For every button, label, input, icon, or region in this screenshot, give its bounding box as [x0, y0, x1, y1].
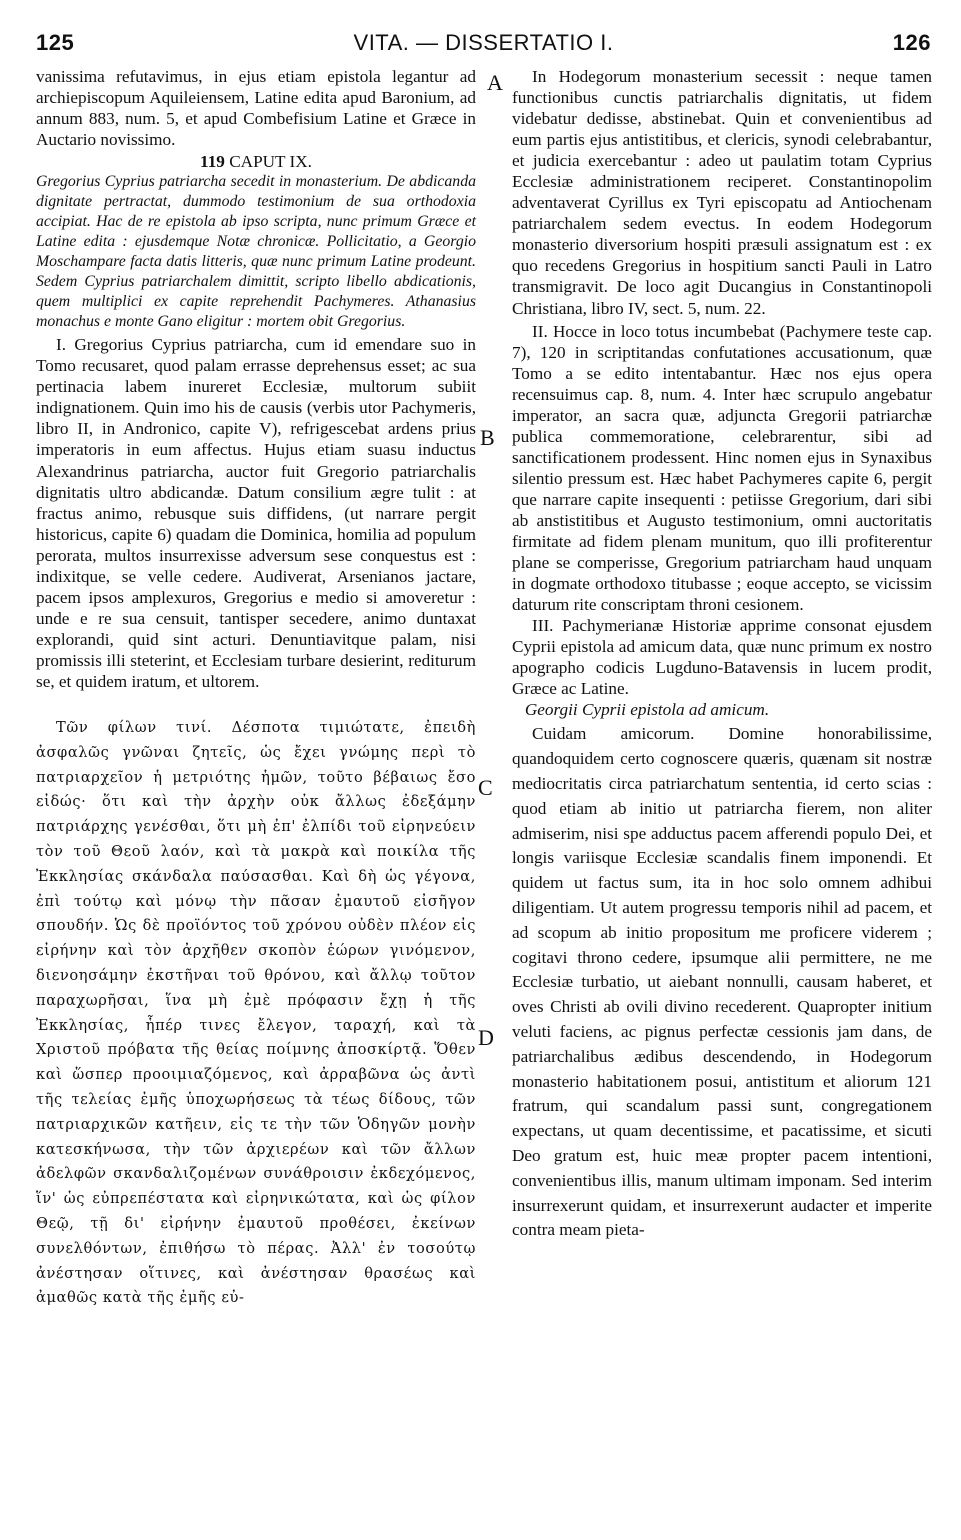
- left-opening-paragraph: vanissima refutavimus, in ejus etiam epistola legantur ad archiepiscopum Aquileiensem, Latine edita apud Baronium, ad annum 883, num. 5, et apud Combefisium Latine et Græce in Auctario novissimo.: [36, 67, 476, 150]
- running-header: [36, 30, 931, 64]
- latin-letter-text: Cuidam amicorum. Domine honorabilissime, quandoquidem certo cognoscere quæris, quænam sit nostræ mediocritatis circa patriarchatum sententia, id certo scias : quod etiam ab initio ut patriarcha fierem, non aliter admiserim, nisi spe adductus pacem afferendi populo Dei, et longis variisque Ecclesiæ scandalis finem imponendi. Et quidem ut factus sum, ita in hoc solo omnem adhibui diligentiam. Ut autem progressu temporis nihil ad pacem, et ad scopum ab initio propositum me proficere viderem ; cogitavi throno cedere, ipsumque alii permittere, ne me Ecclesiæ turbatio, ut aiebant nonnulli, causam haberet, et oves Christi ab ovili divino recederent. Quapropter initium veluti faciens, ac pignus perfectæ cessionis jam dans, de patriarchalibus ædibus descendendo, in Hodegorum monasterio habitationem posui, antistitum et aliorum 121 fratrum, qui scandalum passi sunt, congregationem expectans, ut quam decentissime, et pacatissime, et sicuti Deo gratum est, huic meæ propter pacem intentioni, convenientibus illis, manum ultimam imponam. Sed interim insurrexerunt quidam, et insurrexerunt audacter et imperite contra meam pieta-: [512, 724, 932, 1240]
- right-column: [512, 66, 932, 1243]
- chapter-heading: [36, 151, 476, 172]
- margin-number-119: 119: [200, 152, 225, 172]
- margin-letter-d: D: [478, 1025, 494, 1050]
- right-opening-paragraph: In Hodegorum monasterium secessit : neque tamen functionibus cunctis patriarchalis dignitatis, ut fidem videbatur dedisse, abstinebat. Quin et convenientibus ad eum partis ejus antistitibus, et clericis, synodi celebrabantur, et judicia exercebantur : adeo ut paulatim totam Cyprius Ecclesiæ administrationem reciperet. Constantinopolim adventaverat Cyrillus ex Tyri episcopatu ad Antiochenam patriarchalem sedem evectus. In eodem Hodegorum monasterio diversorium hospiti præsuli assignatum est : ex quo recedens Gregorius in hospitium sancti Pauli in Latro transmigravit. De loco agit Ducangius in Constantinopoli Christiana, libro IV, sect. 5, num. 22.: [512, 67, 932, 318]
- margin-letter-b: B: [480, 425, 495, 450]
- section-three-paragraph: III. Pachymerianæ Historiæ apprime consonat ejusdem Cyprii epistola ad amicum data, quæ nunc primum ex nostro apographo codicis Lugduno-Batavensis in lucem prodit, Græce ac Latine.: [512, 616, 932, 699]
- letter-caption: Georgii Cyprii epistola ad amicum.: [524, 700, 770, 720]
- section-two-paragraph: II. Hocce in loco totus incumbebat (Pachymere teste cap. 7), 120 in scriptitandas confutationes accusationum, quæ Tomo a se edito intentabantur. Hæc nos ejus opera recensuimus cap. 8, num. 4. Inter hæc scrupulo angebatur imperator, an sacra quæ, adjuncta Gregorii patriarchæ publica commemoratione, celebrarentur, sibi ad sanctificationem prodessent. Hinc nomen ejus in Synaxibus silentio pressum est. Hæc habet Pachymeres capite 6, pergit que narrare capite insequenti : petiisse Gregorium, dari sibi ab anstistitibus et Augusto testimonium, omni auctoritatis firmitate ad fidem plenam munitum, quo illi profiterentur plane se comperisse, Gregorium patriarcham haud unquam in dogmate orthodoxo titubasse ; eoque accepto, se vicissim daturum rite conscriptam throni cesionem.: [512, 321, 932, 615]
- greek-letter-text: Τῶν φίλων τινί. Δέσποτα τιμιώτατε, ἐπειδὴ ἀσφαλῶς γνῶναι ζητεῖς, ὡς ἔχει γνώμης περὶ τὸ πατριαρχεῖον ἡ μετριότης ἡμῶν, τοῦτο βέβαιως ἔσο εἰδώς· ὅτι καὶ τὴν ἀρχὴν οὐκ ἄλλως ἐδεξάμην πατριάρχης γενέσθαι, ὅτι μὴ ἐπ' ἐλπίδι τοῦ εἰρηνεύειν τὸν τοῦ Θεοῦ λαόν, καὶ τὰ μακρὰ καὶ ποικίλα τῆς Ἐκκλησίας σκάνδαλα παύσασθαι. Καὶ δὴ ὡς γέγονα, ἐπὶ τούτῳ καὶ μόνῳ τὴν πᾶσαν ἐμαυτοῦ εἰσῆγον σπουδήν. Ὡς δὲ προϊόντος τοῦ χρόνου οὐδὲν πλέον εἰς εἰρήνην καὶ τὸν ἀρχῆθεν σκοπὸν ἑώρων γινόμενον, διενοησάμην ἐκστῆναι τοῦ θρόνου, καὶ ἄλλῳ τοῦτον παραχωρῆσαι, ἵνα μὴ ἐμὲ πρόφασιν ἔχῃ ἡ τῆς Ἐκκλησίας, ἧπέρ τινες ἔλεγον, ταραχή, καὶ τὰ Χριστοῦ πρόβατα τῆς θείας ποίμνης ἀποσκίρτᾷ. Ὅθεν καὶ ὥσπερ προοιμιαζόμενος, καὶ ἀρραβῶνα ὡς ἀντὶ τῆς τελείας ἐμῆς ὑποχωρήσεως τὰ τέως δίδους, τῶν πατριαρχικῶν κατῆειν, εἰς τε τὴν τῶν Ὁδηγῶν μονὴν κατεσκήνωσα, τὴν τῶν ἀρχιερέων καὶ τῶν ἄλλων ἀδελφῶν σκανδαλιζομένων συνάθροισιν ἐκδεχόμενος, ἵν' ὡς εὐπρεπέστατα καὶ εἰρηνικώτατα, καὶ ὡς φίλον Θεῷ, τῇ δι' εἰρήνην ἐμαυτοῦ προθέσει, ἐκείνων συνελθόντων, ἐπιθήσω τὸ πέρας. Ἀλλ' ἐν τοσούτῳ ἀνέστησαν οἵτινες, καὶ ἀνέστησαν θρασέως καὶ ἀμαθῶς κατὰ τῆς ἐμῆς εὐ-: [36, 719, 476, 1307]
- chapter-title: CAPUT IX.: [229, 152, 312, 172]
- margin-letter-c: C: [478, 775, 493, 800]
- section-one-paragraph: I. Gregorius Cyprius patriarcha, cum id emendare suo in Tomo recusaret, quod palam errasse deprehensus esset; ac sua pertinacia labem inureret Ecclesiæ, multorum subiit indignationem. Quin imo his de causis (verbis utor Pachymeris, libro II, in Andronico, capite V), refrigescebat ardens prius imperatoris in eum affectus. Hujus etiam suasu inductus Alexandrinus patriarcha, auctor fuit Gregorio patriarchalis dignitatis ultro abdicandæ. Datum consilium ægre tulit : at fractus animo, rebusque suis diffidens, (ut narrare pergit historicus, capite 6) quadam die Dominica, homilia ad populum perorata, multos insurrexisse adversum sese conquestus est : indixitque, se velle cedere. Audiverat, Arsenianos jactare, pacem ipsos amplexuros, Gregorius e medio si amoveretur : unde e re sua censuit, tantisper secedere, animo duntaxat explorandi, quid sint acturi. Denuntiavitque palam, nisi promissis illi steterint, et Ecclesiam turbare desierint, rediturum se, et quidem iratum, et ultorem.: [36, 335, 476, 691]
- margin-letter-a: A: [487, 70, 503, 95]
- page-number-left: 125: [36, 30, 75, 55]
- running-title: VITA. — DISSERTATIO I.: [353, 30, 614, 55]
- page-number-right: 126: [892, 30, 931, 55]
- chapter-summary: Gregorius Cyprius patriarcha secedit in monasterium. De abdicanda dignitate pertractat, dummodo testimonium de sua orthodoxia accipiat. Hac de re epistola ab ipso scripta, nunc primum Græce et Latine edita : ejusdemque Notæ chronicæ. Pollicitatio, a Georgio Moschampare facta datis litteris, quæ nunc primum Latine prodeunt. Sedem Cyprius patriarchalem dimittit, scripto libello abdicationis, quem multiplici ex capite reprehendit Pachymeres. Athanasius monachus e monte Gano eligitur : mortem obit Gregorius.: [36, 173, 476, 331]
- left-column: [36, 66, 476, 1311]
